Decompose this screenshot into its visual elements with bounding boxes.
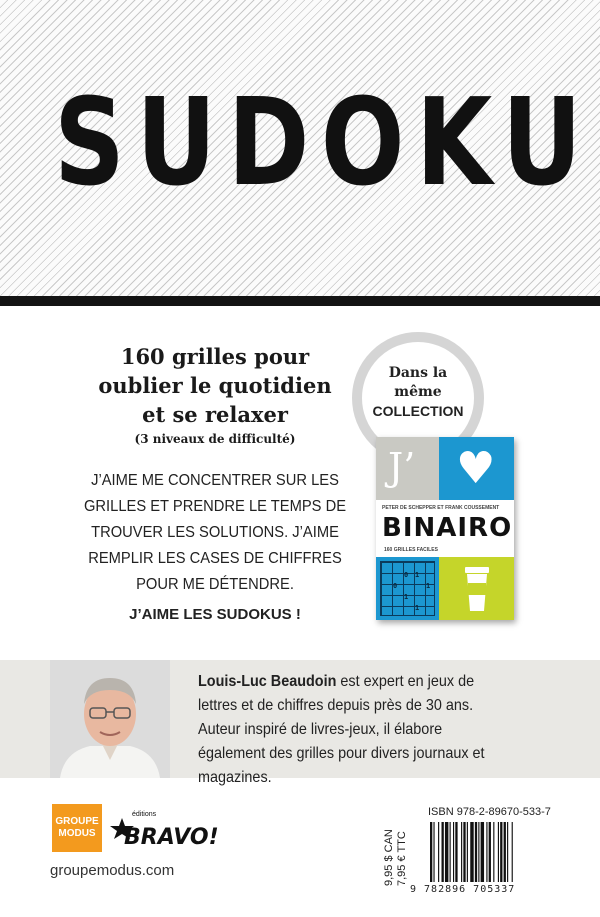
- barcode-bar: [512, 822, 513, 882]
- barcode-bar: [455, 822, 457, 882]
- barcode-bar: [463, 822, 465, 882]
- barcode-bar: [504, 822, 506, 882]
- barcode-bar: [498, 822, 499, 882]
- blurb-line: GRILLES ET PRENDRE LE TEMPS DE: [83, 498, 347, 515]
- cover-subtitle: 160 GRILLES FACILES: [384, 547, 438, 553]
- barcode-bar: [493, 822, 494, 882]
- barcode-bar: [470, 822, 473, 882]
- barcode-bar: [433, 822, 434, 882]
- imprint-name: BRAVO!: [124, 825, 219, 850]
- logo-line: GROUPE: [55, 816, 99, 827]
- blurb-line: REMPLIR LES CASES DE CHIFFRES: [88, 550, 342, 567]
- blurb: [59, 468, 372, 598]
- headline-line: 160 grilles pour: [120, 344, 310, 369]
- logo-line: MODUS: [58, 828, 96, 839]
- difficulty-note: (3 niveaux de difficulté): [134, 432, 296, 446]
- isbn: ISBN 978-2-89670-533-7: [428, 806, 551, 818]
- collection-line: COLLECTION: [372, 403, 464, 419]
- tagline: J’AIME LES SUDOKUS !: [129, 606, 301, 623]
- blurb-line: POUR ME DÉTENDRE.: [136, 576, 294, 593]
- barcode-bar: [481, 822, 484, 882]
- editions-bravo-logo: [110, 806, 219, 852]
- barcode-bar: [445, 822, 448, 882]
- barcode-bar: [500, 822, 502, 882]
- barcode-bar: [478, 822, 479, 882]
- heart-icon: ♥: [456, 443, 496, 494]
- blurb-line: TROUVER LES SOLUTIONS. J’AIME: [91, 524, 339, 541]
- collection-line: même: [394, 384, 442, 400]
- barcode: [428, 822, 546, 884]
- barcode-bar: [453, 822, 454, 882]
- author-photo: [50, 660, 170, 778]
- price-block: [383, 806, 419, 886]
- puzzle-grid-icon: 0 1 0 1 1 1: [380, 561, 435, 616]
- groupe-modus-logo: [52, 804, 102, 852]
- barcode-bar: [475, 822, 477, 882]
- barcode-bar: [430, 822, 432, 882]
- barcode-bar: [442, 822, 444, 882]
- barcode-bar: [461, 822, 462, 882]
- price-can: 9,95 $ CAN: [383, 829, 395, 886]
- publisher-url: groupemodus.com: [50, 862, 175, 879]
- binairo-book-cover: [376, 437, 514, 620]
- headline-line: oublier le quotidien: [98, 373, 332, 398]
- barcode-number: 9 782896 705337: [410, 884, 516, 895]
- price-eur: 7,95 € TTC: [396, 831, 408, 886]
- collection-line: Dans la: [388, 365, 448, 381]
- cover-authors: PETER DE SCHEPPER ET FRANK COUSSEMENT: [382, 505, 500, 511]
- header-divider: [0, 296, 600, 306]
- barcode-bar: [486, 822, 487, 882]
- author-bio-text: est expert en jeux de lettres et de chiffres depuis près de 30 ans. Auteur inspiré de livres-jeux, il élabore également des grilles pour divers journaux et magazines.: [198, 673, 485, 786]
- headline-line: et se relaxer: [142, 402, 288, 427]
- author-bio: [198, 670, 495, 790]
- imprint-small-text: éditions: [132, 811, 157, 818]
- cover-logo-letter: J’: [388, 445, 416, 489]
- blurb-line: J’AIME ME CONCENTRER SUR LES: [91, 472, 339, 489]
- collection-label: [362, 364, 474, 421]
- barcode-bar: [467, 822, 468, 882]
- headline: [50, 342, 380, 429]
- book-title: SUDOKU: [54, 74, 594, 213]
- cover-title: BINAIRO: [382, 513, 513, 543]
- barcode-bar: [507, 822, 508, 882]
- author-name: Louis-Luc Beaudoin: [198, 673, 337, 690]
- barcode-bar: [489, 822, 491, 882]
- coffee-cup-icon: [462, 565, 492, 613]
- barcode-bar: [438, 822, 439, 882]
- barcode-bar: [450, 822, 451, 882]
